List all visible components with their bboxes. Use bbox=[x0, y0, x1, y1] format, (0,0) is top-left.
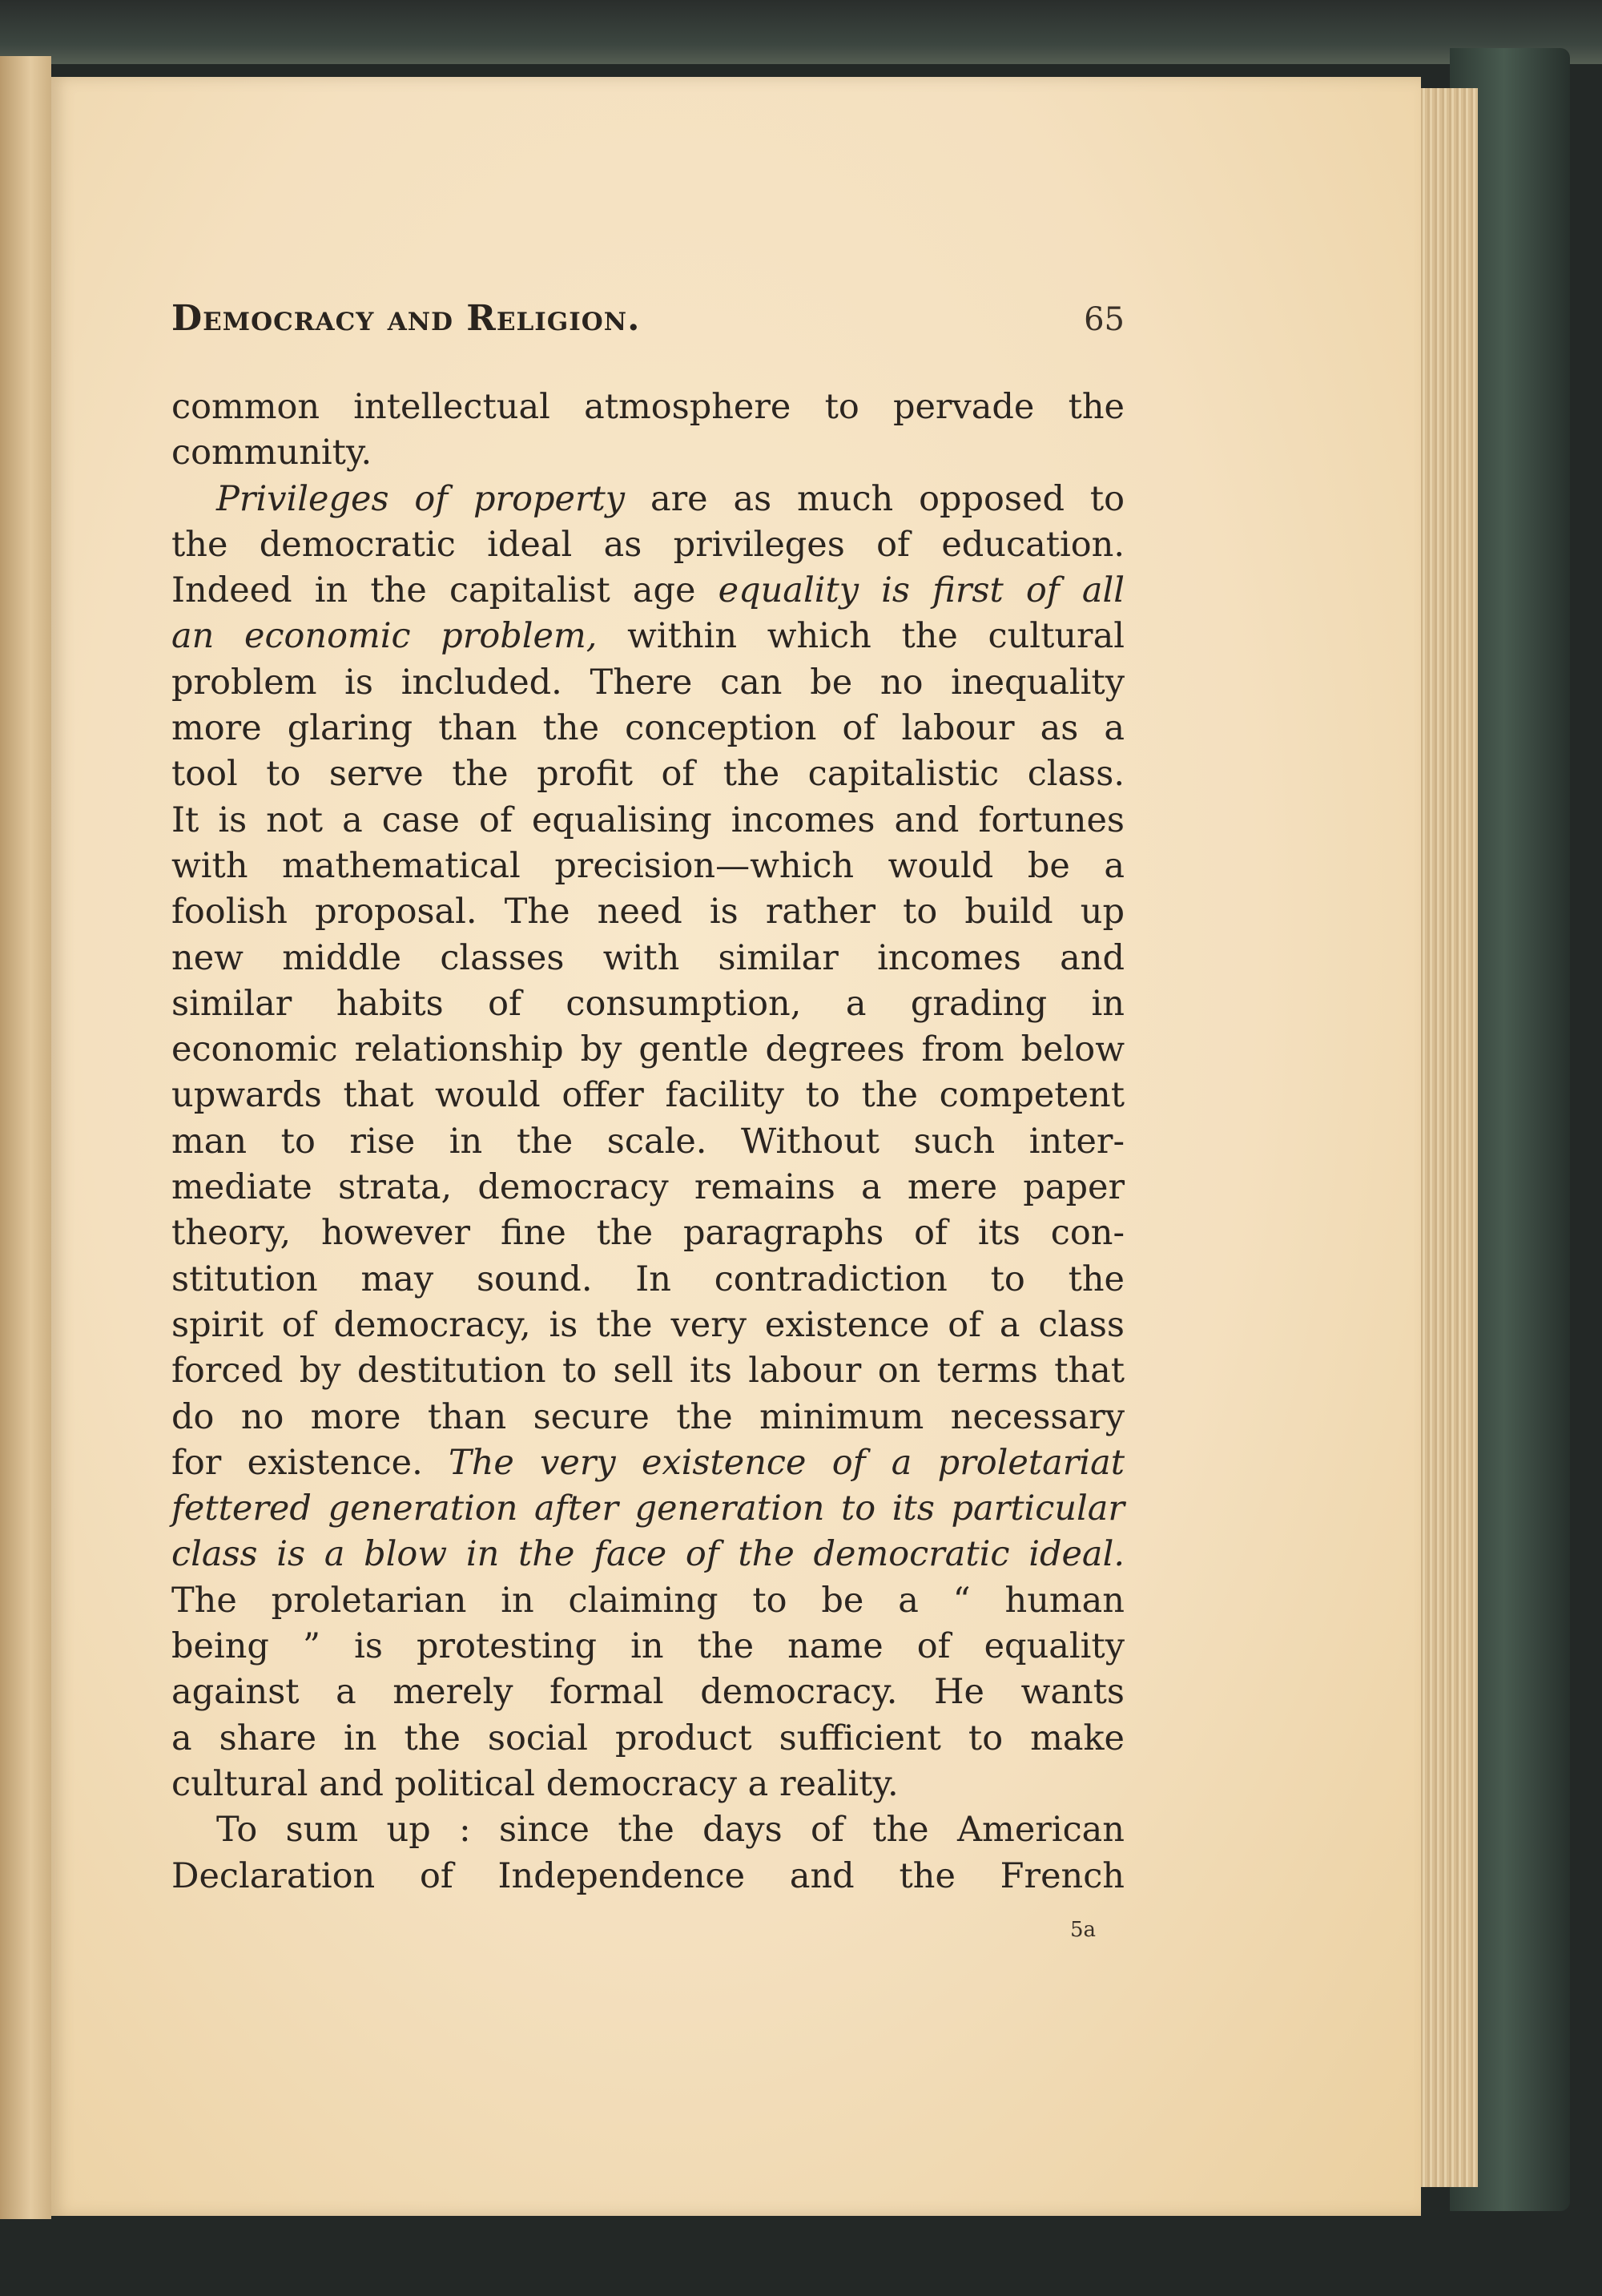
text-line: foolish proposal. The need is rather to build up bbox=[171, 892, 1125, 932]
text-line: Privileges of property are as much opposed to bbox=[216, 478, 1125, 519]
text-line: common intellectual atmosphere to pervade the bbox=[171, 387, 1125, 427]
text-line: It is not a case of equalising incomes and fortunes bbox=[171, 800, 1125, 840]
text-line: tool to serve the profit of the capitalistic class. bbox=[171, 754, 1125, 795]
previous-page-edge bbox=[0, 56, 51, 2219]
page-number: 65 bbox=[1084, 301, 1125, 338]
text-line: against a merely formal democracy. He wants bbox=[171, 1672, 1125, 1713]
book-top-board bbox=[0, 0, 1602, 64]
italic-phrase: equality is first of all bbox=[718, 570, 1125, 611]
text-line: spirit of democracy, is the very existence of a class bbox=[171, 1304, 1125, 1345]
italic-phrase: Privileges of property bbox=[216, 478, 626, 519]
text-line bbox=[171, 1532, 1125, 1577]
text-line: economic relationship by gentle degrees from below bbox=[171, 1029, 1125, 1070]
body-text bbox=[171, 385, 1125, 1899]
text-line: man to rise in the scale. Without such inter- bbox=[171, 1121, 1125, 1162]
text-line: Declaration of Independence and the French bbox=[171, 1855, 1125, 1896]
text-line: forced by destitution to sell its labour on terms that bbox=[171, 1351, 1125, 1392]
text-line: To sum up : since the days of the American bbox=[216, 1810, 1125, 1851]
text-line: problem is included. There can be no inequality bbox=[171, 662, 1125, 703]
text-line: do no more than secure the minimum necessary bbox=[171, 1396, 1125, 1437]
text-line: being ” is protesting in the name of equality bbox=[171, 1626, 1125, 1667]
page-header bbox=[171, 298, 1125, 354]
text-line: The proletarian in claiming to be a “ human bbox=[171, 1580, 1125, 1621]
signature-mark: 5a bbox=[1070, 1918, 1097, 1942]
text-line bbox=[171, 1486, 1125, 1532]
text-line: for existence. The very existence of a proletariat bbox=[171, 1442, 1125, 1483]
text-line: stitution may sound. In contradiction to the bbox=[171, 1259, 1125, 1299]
italic-phrase: an economic problem, bbox=[171, 616, 598, 657]
text-line: mediate strata, democracy remains a mere paper bbox=[171, 1167, 1125, 1208]
italic-phrase: fettered generation after generation to its particular bbox=[171, 1488, 1125, 1529]
text-line: new middle classes with similar incomes and bbox=[171, 937, 1125, 978]
running-head: Democracy and Religion. bbox=[171, 298, 641, 339]
italic-phrase: class is a blow in the face of the democratic ideal. bbox=[171, 1534, 1125, 1575]
text-line: similar habits of consumption, a grading in bbox=[171, 983, 1125, 1024]
italic-phrase: The very existence of a proletariat bbox=[449, 1442, 1125, 1483]
text-line: an economic problem, within which the cultural bbox=[171, 616, 1125, 657]
text-line: theory, however fine the paragraphs of its con- bbox=[171, 1213, 1125, 1254]
text-line: Indeed in the capitalist age equality is first of all bbox=[171, 570, 1125, 611]
text-line: with mathematical precision—which would be a bbox=[171, 845, 1125, 886]
text-line: community. bbox=[171, 433, 372, 473]
text-line: the democratic ideal as privileges of education. bbox=[171, 524, 1125, 565]
text-line: a share in the social product sufficient to make bbox=[171, 1718, 1125, 1758]
text-line: cultural and political democracy a reality. bbox=[171, 1763, 899, 1804]
text-line: upwards that would offer facility to the competent bbox=[171, 1075, 1125, 1116]
text-line: more glaring than the conception of labour as a bbox=[171, 708, 1125, 749]
